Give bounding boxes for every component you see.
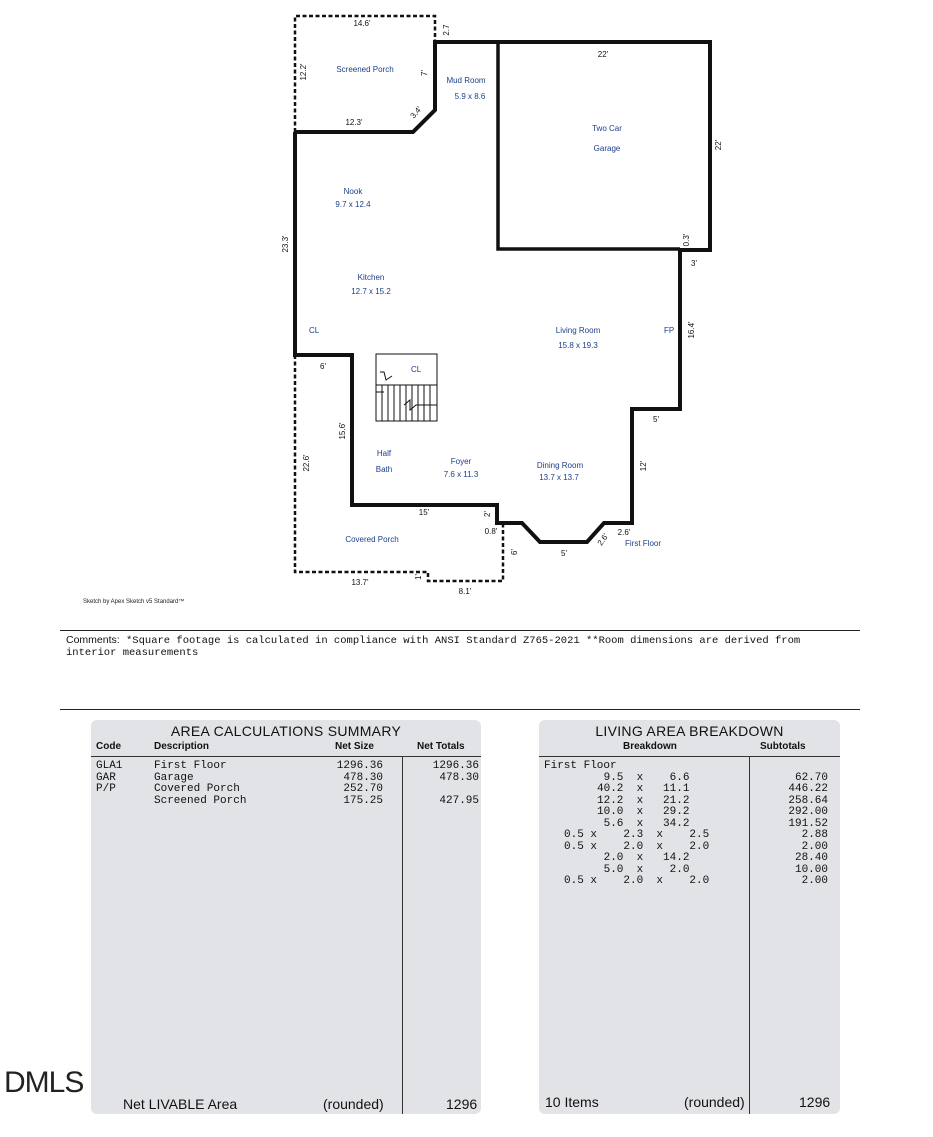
room-garage: Two Car Garage xyxy=(592,124,622,153)
dimension-label: 15.6' xyxy=(338,422,347,440)
dimension-label: 3' xyxy=(691,259,697,268)
dimension-label: 2.7 xyxy=(442,24,451,36)
column-divider xyxy=(402,756,403,1114)
closet-outline xyxy=(376,354,437,385)
header-rule xyxy=(91,756,481,757)
divider-bottom xyxy=(60,709,860,710)
room-screened-porch: Screened Porch xyxy=(336,65,394,74)
dimension-label: 12' xyxy=(639,460,648,472)
dimension-label: 5' xyxy=(653,415,659,424)
rounded-label: (rounded) xyxy=(323,1096,384,1112)
room-closet-left: CL xyxy=(309,326,320,335)
living-breakdown-title: LIVING AREA BREAKDOWN xyxy=(595,723,784,739)
col-header-net-totals: Net Totals xyxy=(417,741,465,752)
room-closet-stairs: CL xyxy=(411,365,422,374)
rounded-label: (rounded) xyxy=(684,1094,745,1110)
comments-text: *Square footage is calculated in compliance with ANSI Standard Z765-2021 **Room dimensions are derived from interior measurements xyxy=(66,635,801,659)
col-header-net-size: Net Size xyxy=(335,741,374,752)
net-livable-value: 1296 xyxy=(446,1096,478,1112)
dimension-label: 12.2' xyxy=(299,63,308,81)
col-header-code: Code xyxy=(96,741,121,752)
col-header-description: Description xyxy=(154,741,210,752)
area-summary-panel: AREA CALCULATIONS SUMMARY Code Description Net Size Net Totals GLA1 First Floor 1296.36 1296.36 GAR Garage 478.30 478.30 P/P Covered Porch 252.70 Screened Porch 175.25 427.95 Net LIVABLE Area (rounded) 1296 xyxy=(91,720,481,1114)
dimension-label: 2.6' xyxy=(617,528,631,537)
column-divider xyxy=(749,756,750,1114)
col-header-subtotals: Subtotals xyxy=(760,741,806,752)
dimension-label: 16.4' xyxy=(687,321,696,339)
room-covered-porch: Covered Porch xyxy=(345,535,399,544)
dmls-watermark: DMLS xyxy=(4,1066,84,1099)
sketch-credit: Sketch by Apex Sketch v5 Standard™ xyxy=(83,599,185,605)
covered-porch-outline xyxy=(295,355,503,581)
room-foyer: Foyer 7.6 x 11.3 xyxy=(443,457,479,479)
room-fireplace: FP xyxy=(664,326,675,335)
dimension-label: 8.1' xyxy=(458,587,472,596)
net-livable-label: Net LIVABLE Area xyxy=(123,1096,238,1112)
dimension-label: 6' xyxy=(320,362,326,371)
dimension-label: 7' xyxy=(420,70,429,76)
dimension-label: 2.6' xyxy=(595,531,611,548)
dimension-label: 3.4' xyxy=(408,104,424,121)
col-header-breakdown: Breakdown xyxy=(623,741,677,752)
dimension-label: 2' xyxy=(483,511,492,517)
dimension-label: 15' xyxy=(418,508,430,517)
dimension-label: 13.7' xyxy=(351,578,369,587)
dimension-label: 22' xyxy=(714,139,723,151)
room-living: Living Room 15.8 x 19.3 xyxy=(555,326,601,350)
room-kitchen: Kitchen 12.7 x 15.2 xyxy=(351,273,391,296)
living-breakdown-panel: LIVING AREA BREAKDOWN Breakdown Subtotals First Floor 9.5 x 6.6 62.70 40.2 x 11.1 446.22 12.2 x 21.2 258.64 10.0 x 29.2 292.00 5.6 x 34.2 191.52 0.5 x 2.3 x 2.5 2.88 0.5 x 2.0 x 2.0 2.00 2.0 x 14.2 28.40 5.0 x 2.0 10.00 0.5 x 2.0 x 2.0 2.00 10 Items (rounded) 1296 xyxy=(539,720,840,1114)
dimension-label: 22' xyxy=(597,50,609,59)
dimension-label: 12.3' xyxy=(345,118,363,127)
stairs xyxy=(376,354,437,421)
room-mud-room: Mud Room 5.9 x 8.6 xyxy=(446,76,486,101)
dimension-label: 5' xyxy=(561,549,567,558)
area-summary-title: AREA CALCULATIONS SUMMARY xyxy=(170,723,402,739)
dimension-label: 6' xyxy=(510,549,519,555)
room-half-bath: Half Bath xyxy=(375,449,393,474)
living-area-value: 1296 xyxy=(799,1094,831,1110)
header-rule xyxy=(539,756,840,757)
dimension-label: 22.6' xyxy=(302,454,311,472)
room-nook: Nook 9.7 x 12.4 xyxy=(335,187,371,209)
divider-top xyxy=(60,630,860,631)
dimension-label: 14.6' xyxy=(353,19,371,28)
comments-label: Comments: xyxy=(66,634,120,646)
dimension-label: 0.8' xyxy=(484,527,498,536)
floor-label: First Floor xyxy=(625,539,661,548)
room-dining: Dining Room 13.7 x 13.7 xyxy=(536,461,584,482)
dimension-label: 1' xyxy=(414,574,423,580)
garage-wall xyxy=(498,42,680,249)
dimension-label: 23.3' xyxy=(281,235,290,253)
dimension-label: 0.3' xyxy=(682,233,691,247)
comments-block xyxy=(66,634,856,659)
breakdown-section-label: First Floor xyxy=(544,760,617,772)
item-count: 10 Items xyxy=(545,1094,599,1110)
